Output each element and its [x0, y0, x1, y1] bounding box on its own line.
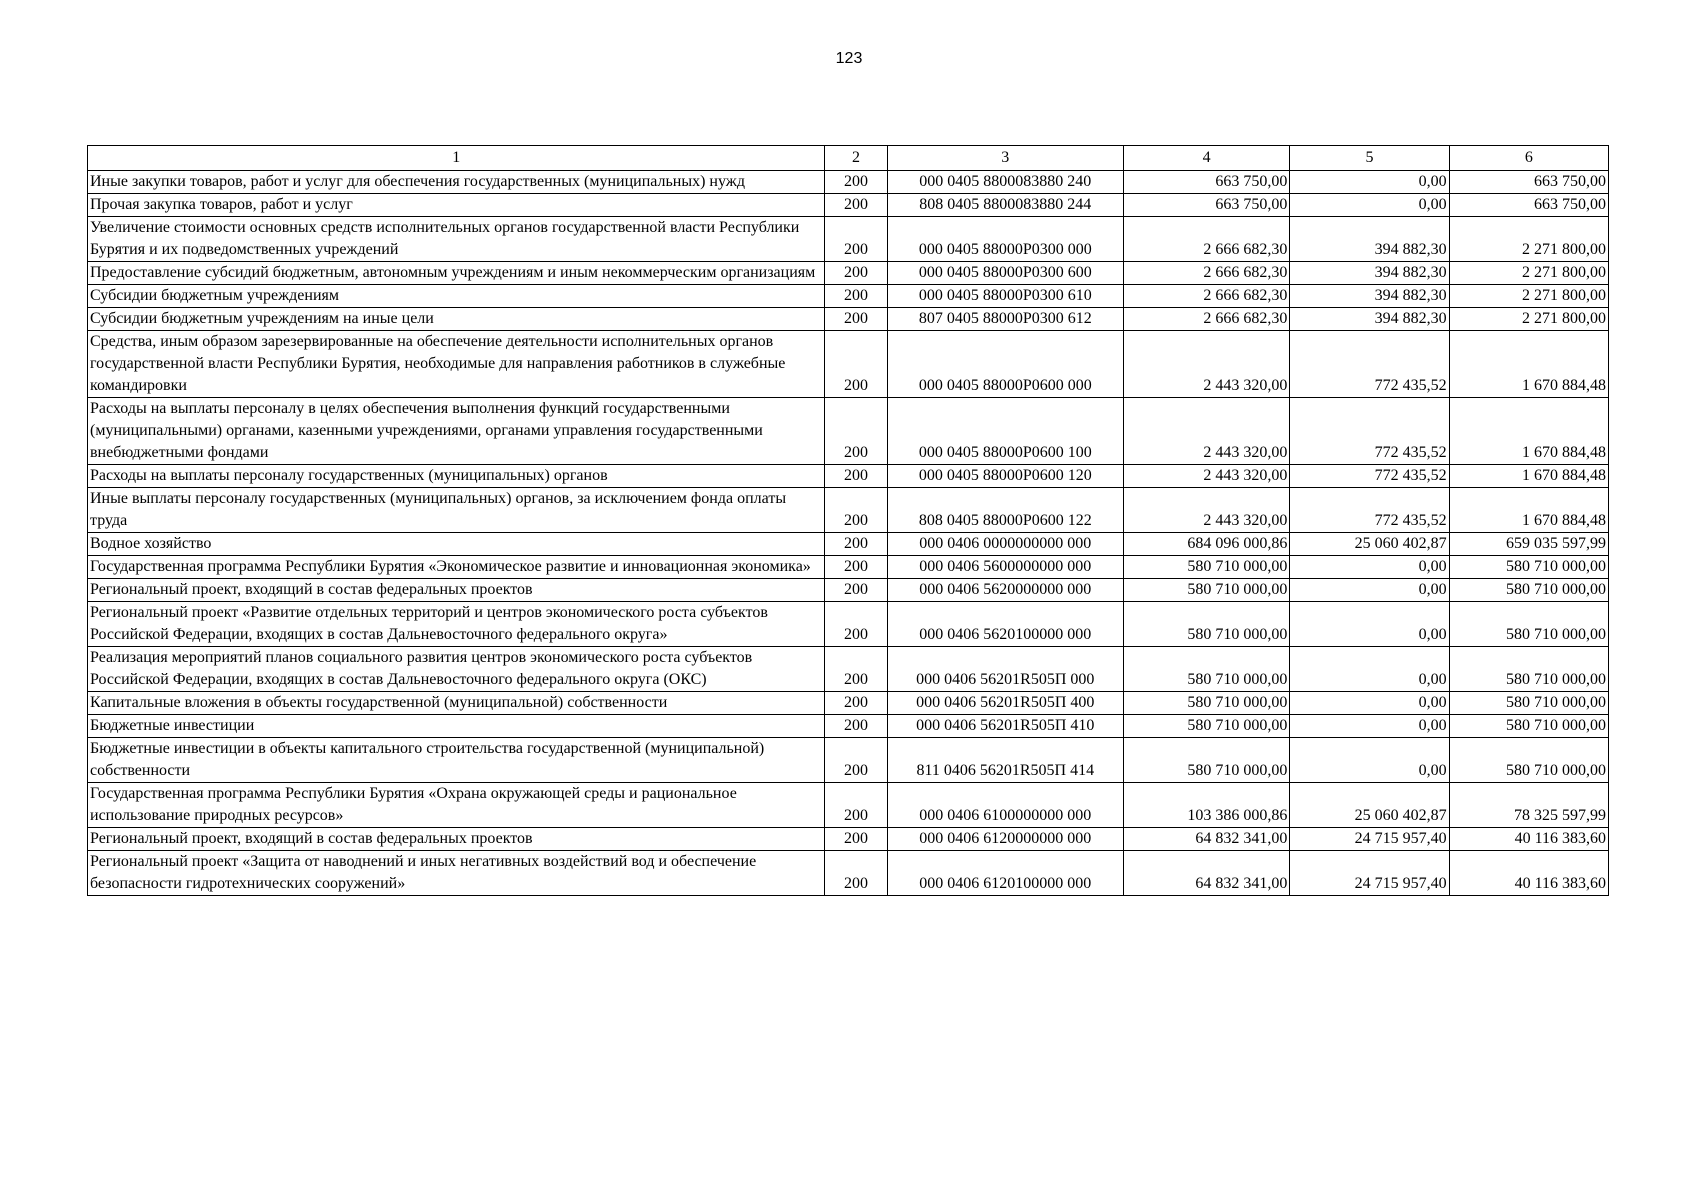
row-line-code: 200	[825, 465, 887, 488]
header-col-6: 6	[1449, 146, 1608, 171]
row-col-5: 0,00	[1290, 647, 1449, 692]
row-col-5: 0,00	[1290, 194, 1449, 217]
row-col-4: 580 710 000,00	[1124, 579, 1290, 602]
row-col-4: 2 443 320,00	[1124, 488, 1290, 533]
row-name: Региональный проект «Защита от наводнений и иных негативных воздействий вод и обеспечение безопасности гидротехнических сооружений»	[88, 851, 825, 896]
row-col-6: 580 710 000,00	[1449, 692, 1608, 715]
table-row	[88, 194, 1609, 217]
table-row	[88, 308, 1609, 331]
row-budget-code: 000 0406 5620100000 000	[887, 602, 1123, 647]
table-row	[88, 851, 1609, 896]
row-col-5: 772 435,52	[1290, 465, 1449, 488]
row-name: Государственная программа Республики Бурятия «Экономическое развитие и инновационная экономика»	[88, 556, 825, 579]
row-col-4: 580 710 000,00	[1124, 715, 1290, 738]
row-line-code: 200	[825, 308, 887, 331]
row-line-code: 200	[825, 783, 887, 828]
row-col-4: 2 666 682,30	[1124, 262, 1290, 285]
row-col-4: 2 443 320,00	[1124, 398, 1290, 465]
row-col-5: 24 715 957,40	[1290, 828, 1449, 851]
page-number: 123	[835, 50, 863, 67]
row-col-4: 663 750,00	[1124, 194, 1290, 217]
row-col-5: 0,00	[1290, 692, 1449, 715]
row-budget-code: 000 0406 5600000000 000	[887, 556, 1123, 579]
row-col-5: 394 882,30	[1290, 262, 1449, 285]
table-row	[88, 488, 1609, 533]
row-col-6: 580 710 000,00	[1449, 715, 1608, 738]
row-budget-code: 000 0406 6120000000 000	[887, 828, 1123, 851]
row-col-5: 394 882,30	[1290, 217, 1449, 262]
row-col-4: 2 666 682,30	[1124, 285, 1290, 308]
row-col-4: 663 750,00	[1124, 171, 1290, 194]
row-col-5: 394 882,30	[1290, 308, 1449, 331]
row-budget-code: 000 0406 6120100000 000	[887, 851, 1123, 896]
row-name: Бюджетные инвестиции	[88, 715, 825, 738]
row-col-4: 103 386 000,86	[1124, 783, 1290, 828]
row-line-code: 200	[825, 171, 887, 194]
table-row	[88, 465, 1609, 488]
row-col-6: 580 710 000,00	[1449, 602, 1608, 647]
row-line-code: 200	[825, 285, 887, 308]
table-row	[88, 602, 1609, 647]
row-col-6: 580 710 000,00	[1449, 556, 1608, 579]
row-line-code: 200	[825, 488, 887, 533]
row-budget-code: 000 0406 56201R505П 410	[887, 715, 1123, 738]
row-line-code: 200	[825, 602, 887, 647]
row-col-5: 394 882,30	[1290, 285, 1449, 308]
row-line-code: 200	[825, 715, 887, 738]
row-col-4: 64 832 341,00	[1124, 828, 1290, 851]
row-col-4: 64 832 341,00	[1124, 851, 1290, 896]
row-budget-code: 000 0405 88000P0300 610	[887, 285, 1123, 308]
budget-table	[87, 145, 1609, 896]
table-row	[88, 647, 1609, 692]
table-row	[88, 171, 1609, 194]
row-name: Иные выплаты персоналу государственных (муниципальных) органов, за исключением фонда оплаты труда	[88, 488, 825, 533]
header-col-4: 4	[1124, 146, 1290, 171]
row-name: Расходы на выплаты персоналу государственных (муниципальных) органов	[88, 465, 825, 488]
row-budget-code: 000 0406 56201R505П 400	[887, 692, 1123, 715]
row-col-6: 1 670 884,48	[1449, 398, 1608, 465]
row-col-5: 0,00	[1290, 602, 1449, 647]
table-row	[88, 738, 1609, 783]
table-row	[88, 262, 1609, 285]
row-line-code: 200	[825, 194, 887, 217]
row-col-5: 0,00	[1290, 738, 1449, 783]
row-budget-code: 000 0405 88000P0600 000	[887, 331, 1123, 398]
row-col-6: 659 035 597,99	[1449, 533, 1608, 556]
row-budget-code: 000 0405 88000P0600 120	[887, 465, 1123, 488]
row-budget-code: 000 0405 8800083880 240	[887, 171, 1123, 194]
row-budget-code: 000 0406 0000000000 000	[887, 533, 1123, 556]
row-budget-code: 000 0405 88000P0300 600	[887, 262, 1123, 285]
row-col-4: 580 710 000,00	[1124, 556, 1290, 579]
row-col-6: 2 271 800,00	[1449, 217, 1608, 262]
row-col-6: 1 670 884,48	[1449, 488, 1608, 533]
row-name: Прочая закупка товаров, работ и услуг	[88, 194, 825, 217]
row-budget-code: 000 0406 5620000000 000	[887, 579, 1123, 602]
row-name: Региональный проект, входящий в состав федеральных проектов	[88, 828, 825, 851]
row-line-code: 200	[825, 331, 887, 398]
row-line-code: 200	[825, 692, 887, 715]
row-col-6: 78 325 597,99	[1449, 783, 1608, 828]
row-col-6: 580 710 000,00	[1449, 738, 1608, 783]
table-row	[88, 556, 1609, 579]
row-col-4: 2 443 320,00	[1124, 465, 1290, 488]
row-line-code: 200	[825, 579, 887, 602]
row-col-4: 684 096 000,86	[1124, 533, 1290, 556]
header-col-3: 3	[887, 146, 1123, 171]
row-name: Региональный проект, входящий в состав федеральных проектов	[88, 579, 825, 602]
table-row	[88, 692, 1609, 715]
row-col-5: 25 060 402,87	[1290, 533, 1449, 556]
row-line-code: 200	[825, 556, 887, 579]
header-col-5: 5	[1290, 146, 1449, 171]
row-line-code: 200	[825, 647, 887, 692]
row-budget-code: 000 0406 6100000000 000	[887, 783, 1123, 828]
table-row	[88, 579, 1609, 602]
row-budget-code: 000 0406 56201R505П 000	[887, 647, 1123, 692]
row-col-4: 2 443 320,00	[1124, 331, 1290, 398]
table-row	[88, 398, 1609, 465]
row-name: Субсидии бюджетным учреждениям на иные цели	[88, 308, 825, 331]
row-col-5: 0,00	[1290, 171, 1449, 194]
row-budget-code: 811 0406 56201R505П 414	[887, 738, 1123, 783]
row-line-code: 200	[825, 738, 887, 783]
row-col-6: 663 750,00	[1449, 194, 1608, 217]
row-col-6: 40 116 383,60	[1449, 828, 1608, 851]
row-col-5: 24 715 957,40	[1290, 851, 1449, 896]
row-col-6: 2 271 800,00	[1449, 285, 1608, 308]
row-budget-code: 000 0405 88000P0600 100	[887, 398, 1123, 465]
row-line-code: 200	[825, 533, 887, 556]
row-budget-code: 808 0405 88000P0600 122	[887, 488, 1123, 533]
table-row	[88, 285, 1609, 308]
row-name: Расходы на выплаты персоналу в целях обеспечения выполнения функций государственными (муниципальными) органами, казенными учреждениями, органами управления государственными внебюджетными фондами	[88, 398, 825, 465]
row-name: Предоставление субсидий бюджетным, автономным учреждениям и иным некоммерческим организациям	[88, 262, 825, 285]
row-name: Капитальные вложения в объекты государственной (муниципальной) собственности	[88, 692, 825, 715]
row-col-6: 663 750,00	[1449, 171, 1608, 194]
row-name: Реализация мероприятий планов социального развития центров экономического роста субъектов Российской Федерации, входящих в состав Дальневосточного федерального округа (ОКС)	[88, 647, 825, 692]
row-col-4: 2 666 682,30	[1124, 217, 1290, 262]
row-col-5: 772 435,52	[1290, 398, 1449, 465]
row-col-4: 580 710 000,00	[1124, 647, 1290, 692]
row-col-6: 580 710 000,00	[1449, 579, 1608, 602]
row-col-6: 2 271 800,00	[1449, 262, 1608, 285]
row-col-6: 2 271 800,00	[1449, 308, 1608, 331]
row-line-code: 200	[825, 262, 887, 285]
table-row	[88, 533, 1609, 556]
row-col-5: 0,00	[1290, 556, 1449, 579]
row-line-code: 200	[825, 398, 887, 465]
row-col-6: 40 116 383,60	[1449, 851, 1608, 896]
row-col-6: 1 670 884,48	[1449, 331, 1608, 398]
row-col-5: 25 060 402,87	[1290, 783, 1449, 828]
table-header	[88, 146, 1609, 171]
row-budget-code: 807 0405 88000P0300 612	[887, 308, 1123, 331]
row-col-4: 580 710 000,00	[1124, 738, 1290, 783]
row-col-4: 2 666 682,30	[1124, 308, 1290, 331]
row-line-code: 200	[825, 217, 887, 262]
row-name: Субсидии бюджетным учреждениям	[88, 285, 825, 308]
row-name: Государственная программа Республики Бурятия «Охрана окружающей среды и рациональное использование природных ресурсов»	[88, 783, 825, 828]
table-row	[88, 828, 1609, 851]
row-name: Иные закупки товаров, работ и услуг для обеспечения государственных (муниципальных) нужд	[88, 171, 825, 194]
table-row	[88, 715, 1609, 738]
row-name: Средства, иным образом зарезервированные на обеспечение деятельности исполнительных органов государственной власти Республики Бурятия, необходимые для направления работников в служебные командировки	[88, 331, 825, 398]
row-col-5: 0,00	[1290, 579, 1449, 602]
row-col-5: 772 435,52	[1290, 331, 1449, 398]
row-col-5: 0,00	[1290, 715, 1449, 738]
header-row	[88, 146, 1609, 171]
table-row	[88, 783, 1609, 828]
row-name: Водное хозяйство	[88, 533, 825, 556]
row-line-code: 200	[825, 851, 887, 896]
table-body	[88, 171, 1609, 896]
row-budget-code: 808 0405 8800083880 244	[887, 194, 1123, 217]
row-budget-code: 000 0405 88000P0300 000	[887, 217, 1123, 262]
row-col-4: 580 710 000,00	[1124, 602, 1290, 647]
table-row	[88, 331, 1609, 398]
header-col-1: 1	[88, 146, 825, 171]
row-col-6: 1 670 884,48	[1449, 465, 1608, 488]
row-name: Бюджетные инвестиции в объекты капитального строительства государственной (муниципальной) собственности	[88, 738, 825, 783]
row-col-4: 580 710 000,00	[1124, 692, 1290, 715]
row-col-5: 772 435,52	[1290, 488, 1449, 533]
row-line-code: 200	[825, 828, 887, 851]
row-name: Увеличение стоимости основных средств исполнительных органов государственной власти Республики Бурятия и их подведомственных учреждений	[88, 217, 825, 262]
table-row	[88, 217, 1609, 262]
row-col-6: 580 710 000,00	[1449, 647, 1608, 692]
row-name: Региональный проект «Развитие отдельных территорий и центров экономического роста субъектов Российской Федерации, входящих в состав Дальневосточного федерального округа»	[88, 602, 825, 647]
header-col-2: 2	[825, 146, 887, 171]
